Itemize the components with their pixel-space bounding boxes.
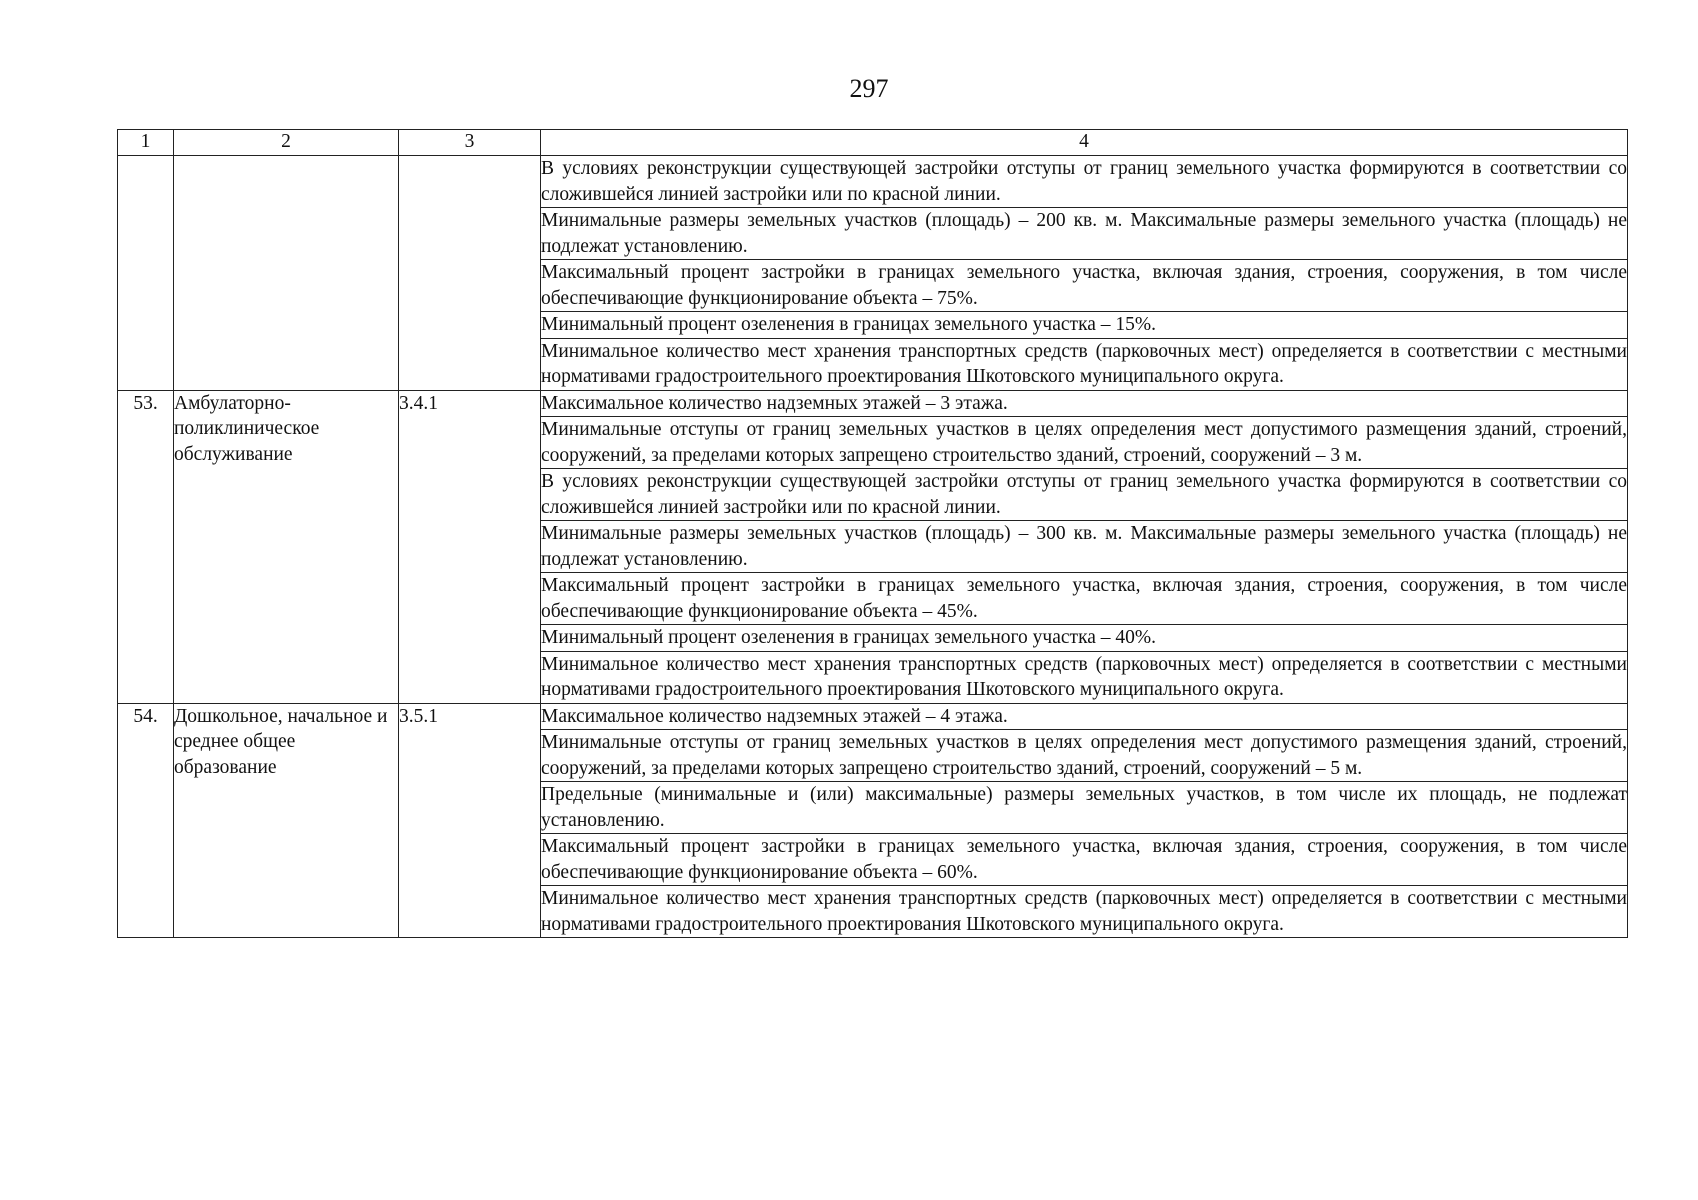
param-cell: Минимальное количество мест хранения транспортных средств (парковочных мест) определяется в соответствии с местными нормативами градостроительного проектирования Шкотовского муниципального округа. <box>541 651 1628 703</box>
use-code-cell <box>399 156 541 391</box>
header-row <box>118 130 1628 156</box>
header-col-4: 4 <box>541 130 1628 156</box>
param-cell: Максимальное количество надземных этажей – 4 этажа. <box>541 703 1628 730</box>
use-name-cell <box>174 156 399 391</box>
param-cell: Максимальный процент застройки в границах земельного участка, включая здания, строения, сооружения, в том числе обеспечивающие функционирование объекта – 45%. <box>541 573 1628 625</box>
param-cell: Минимальные отступы от границ земельных участков в целях определения мест допустимого размещения зданий, строений, сооружений, за пределами которых запрещено строительство зданий, строений, сооружений – 3 м. <box>541 417 1628 469</box>
header-col-3: 3 <box>399 130 541 156</box>
regulations-table <box>117 129 1628 938</box>
table-row <box>118 156 1628 208</box>
param-cell: Минимальные размеры земельных участков (площадь) – 200 кв. м. Максимальные размеры земельного участка (площадь) не подлежат установлению. <box>541 208 1628 260</box>
table-row <box>118 703 1628 730</box>
use-name-cell: Дошкольное, начальное и среднее общее образование <box>174 703 399 938</box>
param-cell: В условиях реконструкции существующей застройки отступы от границ земельного участка формируются в соответствии со сложившейся линией застройки или по красной линии. <box>541 469 1628 521</box>
param-cell: Минимальное количество мест хранения транспортных средств (парковочных мест) определяется в соответствии с местными нормативами градостроительного проектирования Шкотовского муниципального округа. <box>541 886 1628 938</box>
param-cell: Минимальные отступы от границ земельных участков в целях определения мест допустимого размещения зданий, строений, сооружений, за пределами которых запрещено строительство зданий, строений, сооружений – 5 м. <box>541 730 1628 782</box>
use-code-cell: 3.5.1 <box>399 703 541 938</box>
param-cell: Минимальные размеры земельных участков (площадь) – 300 кв. м. Максимальные размеры земельного участка (площадь) не подлежат установлению. <box>541 521 1628 573</box>
table-row <box>118 390 1628 417</box>
param-cell: Предельные (минимальные и (или) максимальные) размеры земельных участков, в том числе их площадь, не подлежат установлению. <box>541 782 1628 834</box>
param-cell: Максимальный процент застройки в границах земельного участка, включая здания, строения, сооружения, в том числе обеспечивающие функционирование объекта – 75%. <box>541 260 1628 312</box>
param-cell: Минимальный процент озеленения в границах земельного участка – 15%. <box>541 312 1628 339</box>
use-name-cell: Амбулаторно-поликлиническое обслуживание <box>174 390 399 703</box>
header-col-1: 1 <box>118 130 174 156</box>
param-cell: Минимальное количество мест хранения транспортных средств (парковочных мест) определяется в соответствии с местными нормативами градостроительного проектирования Шкотовского муниципального округа. <box>541 338 1628 390</box>
row-number-cell: 53. <box>118 390 174 703</box>
use-code-cell: 3.4.1 <box>399 390 541 703</box>
param-cell: Максимальное количество надземных этажей – 3 этажа. <box>541 390 1628 417</box>
param-cell: Максимальный процент застройки в границах земельного участка, включая здания, строения, сооружения, в том числе обеспечивающие функционирование объекта – 60%. <box>541 834 1628 886</box>
param-cell: В условиях реконструкции существующей застройки отступы от границ земельного участка формируются в соответствии со сложившейся линией застройки или по красной линии. <box>541 156 1628 208</box>
row-number-cell <box>118 156 174 391</box>
page-number: 297 <box>849 74 889 103</box>
param-cell: Минимальный процент озеленения в границах земельного участка – 40%. <box>541 625 1628 652</box>
header-col-2: 2 <box>174 130 399 156</box>
row-number-cell: 54. <box>118 703 174 938</box>
